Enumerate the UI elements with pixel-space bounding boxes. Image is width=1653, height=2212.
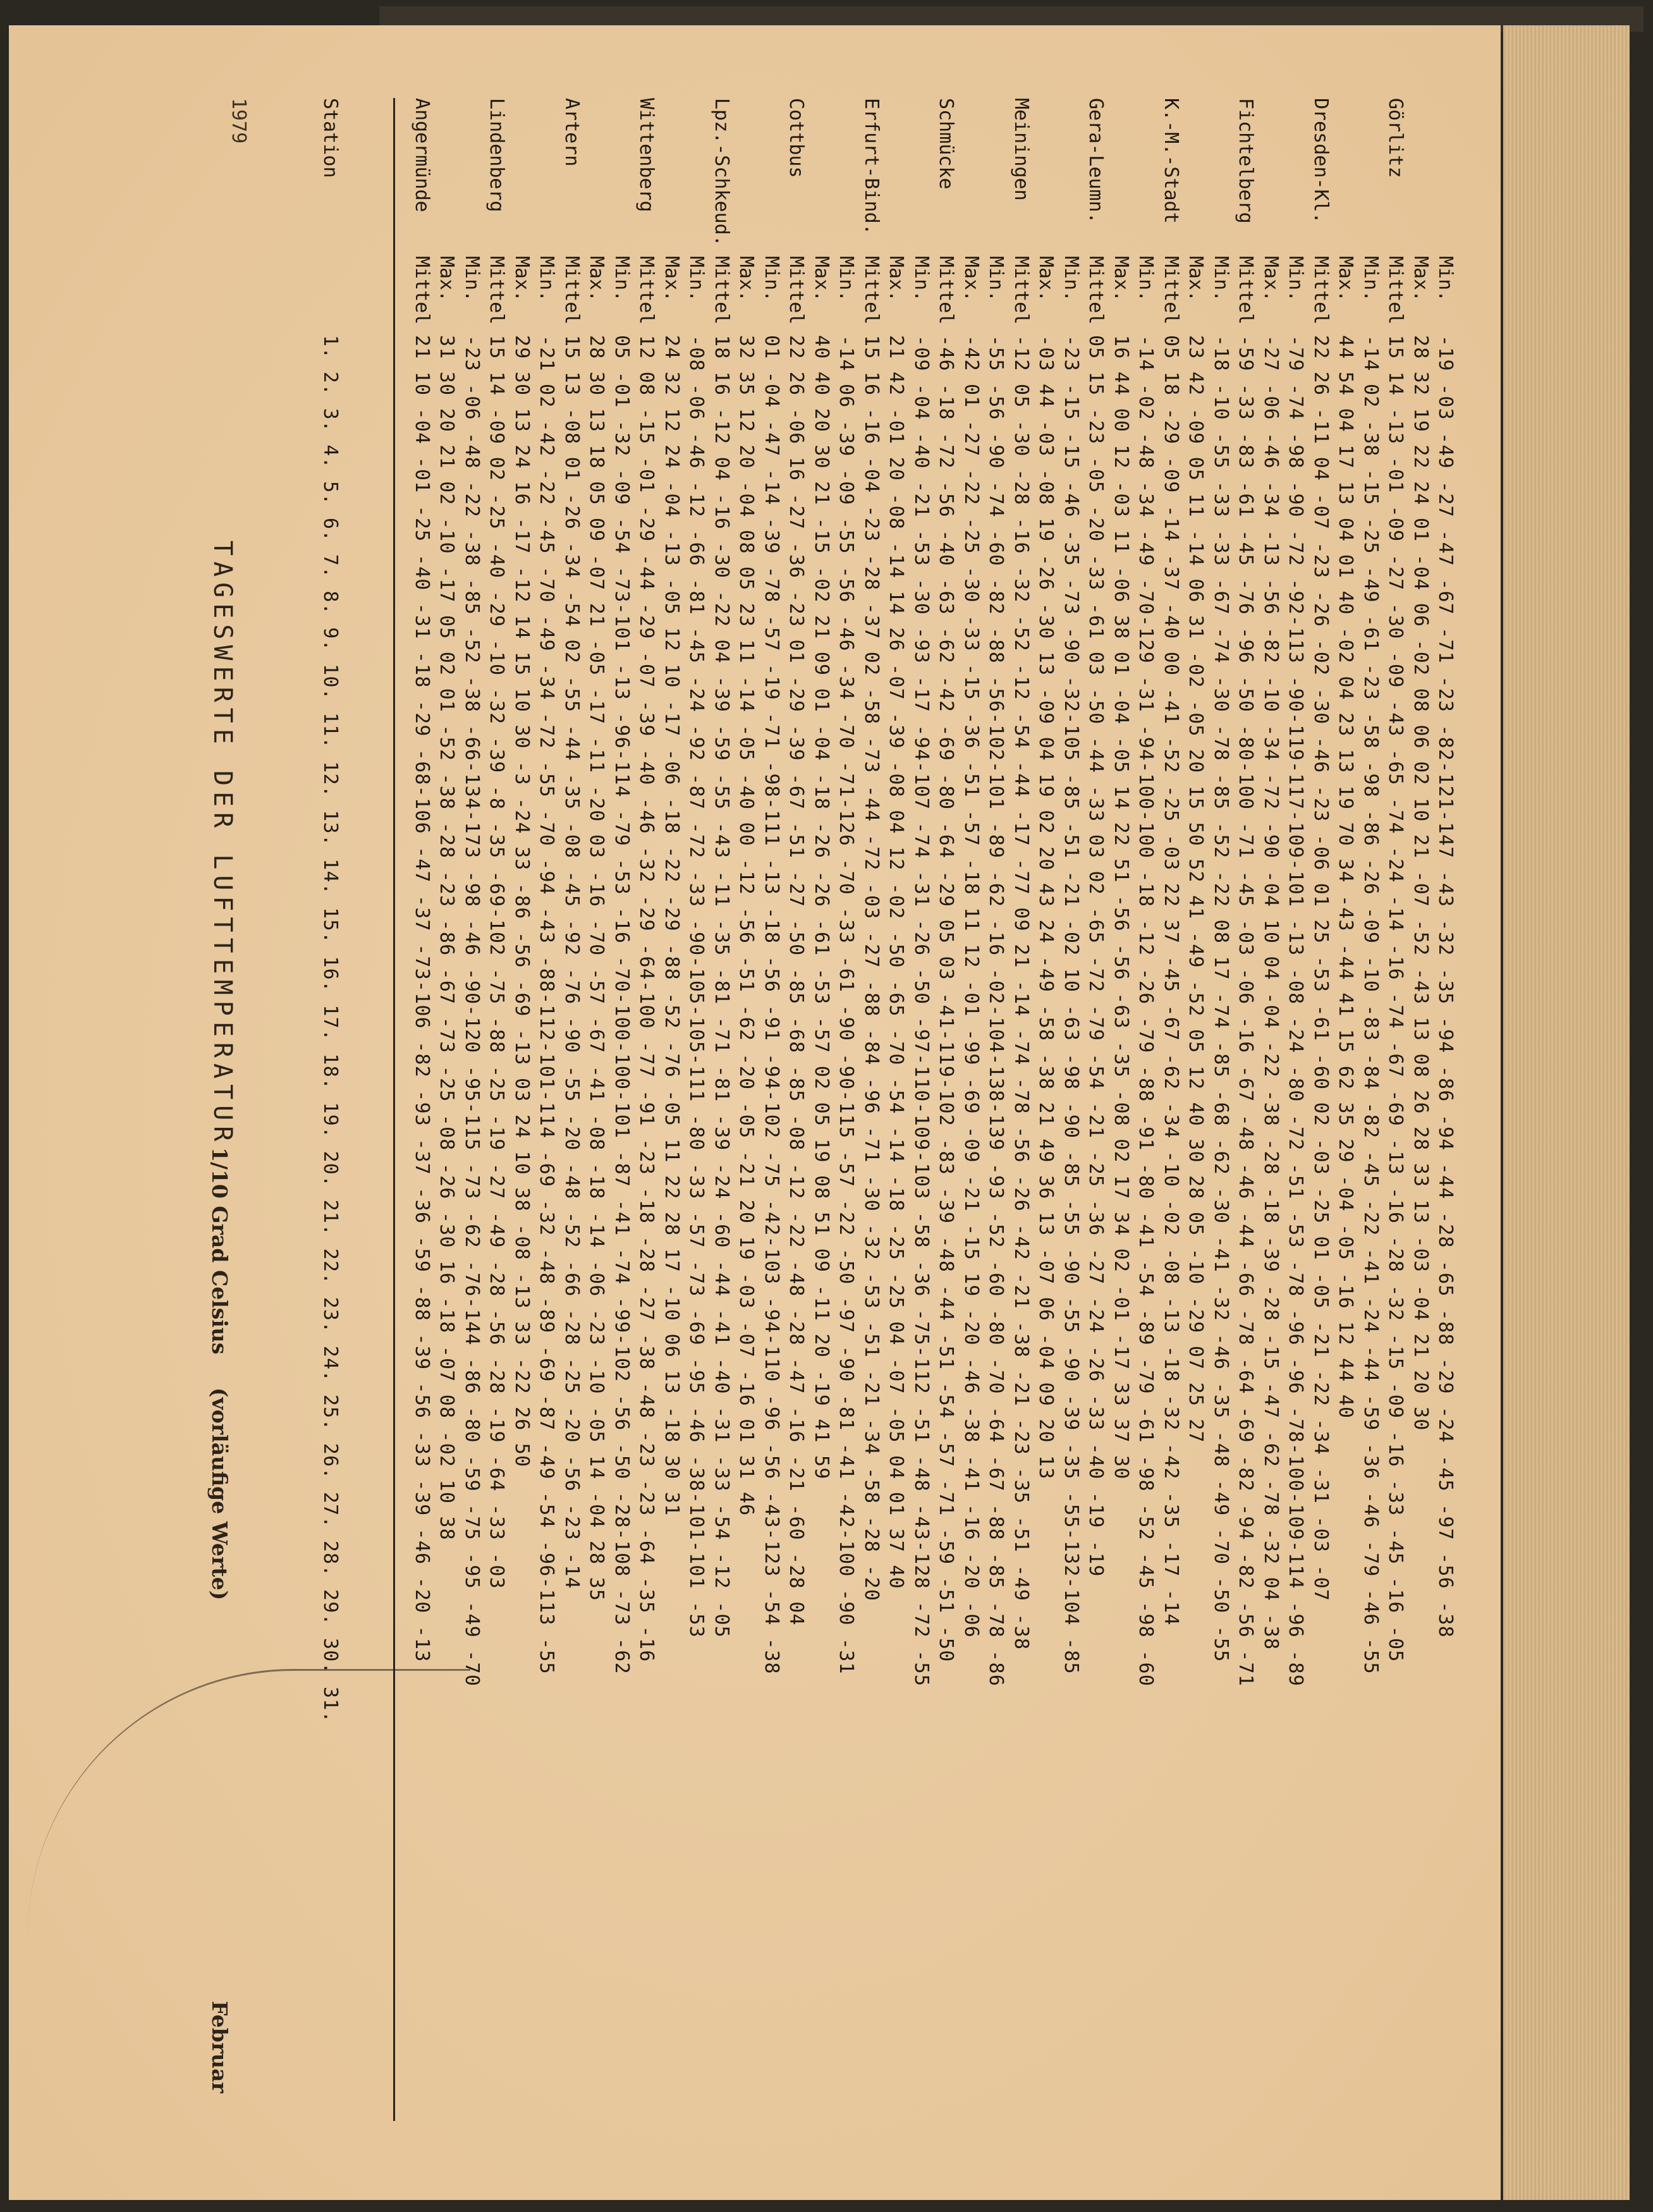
value-kind: Mittel	[635, 256, 658, 325]
table-row	[1110, 98, 1132, 1480]
daily-values: -08 -06 -46 -12 -66 -81 -45 -24 -92 -87 -72 -33 -90-105-105-111 -80 -33 -57 -73 -69 -95 -46 -38-101-101 -53	[685, 335, 708, 1638]
daily-values: -18 -10 -55 -33 -33 -67 -74 -30 -78 -85 -52 -22 08 17 -74 -85 -68 -62 -30 -41 -32 -46 -35 -48 -49 -70 -50 -55	[1210, 335, 1232, 1663]
daily-values: -12 05 -30 -28 -16 -32 -52 -12 -54 -44 -17 -77 09 21 -14 -74 -78 -56 -26 -42 -21 -38 -21 -23 -35 -51 -49 -38	[1010, 335, 1032, 1651]
daily-values: -03 44 -03 -08 19 -26 -30 13 -09 04 19 02 20 43 24 -49 -58 -38 21 49 36 13 -07 06 -04 09 20 13	[1035, 335, 1058, 1480]
value-kind: Mittel	[1160, 256, 1182, 325]
daily-values: -09 -04 -40 -21 -53 -30 -93 -17 -94-107 -74 -31 -26 -50 -97-110-109-103 -58 -36 -75-112 -51 -48 -43-128 -72 -55	[910, 335, 932, 1687]
table-row	[536, 98, 558, 1675]
value-kind: Max.	[585, 256, 608, 302]
daily-values: 15 16 -16 -04 -23 -28 -37 02 -58 -73 -44 -72 -03 -27 -88 -84 -96 -71 -30 -32 -53 -51 -21 -34 -58 -28 -20	[860, 335, 882, 1602]
daily-values: -23 -15 -15 -46 -35 -73 -90 -32-105 -85 -51 -21 -02 10 -63 -98 -90 -85 -55 -90 -55 -90 -39 -35 -55-132-104 -85	[1060, 335, 1082, 1675]
note-label: (vorläufige Werte)	[207, 1388, 232, 1601]
value-kind: Max.	[810, 256, 833, 302]
daily-values: 24 32 12 24 -04 -13 -05 12 10 -17 -06 -18 -22 -29 -88 -52 -76 -05 11 22 28 17 -10 06 13 -18 30 31	[661, 335, 683, 1517]
table-row	[561, 98, 583, 1589]
day-column-headers: 1. 2. 3. 4. 5. 6. 7. 8. 9. 10. 11. 12. 13. 14. 15. 16. 17. 18. 19. 20. 21. 22. 23. 24. 25. 26. 27. 28. 29. 30. 31.	[319, 335, 341, 1723]
daily-values: -14 02 -38 -15 -25 -49 -61 -23 -58 -98 -86 -26 -09 -10 -83 -84 -82 -45 -22 -41 -24 -44 -59 -36 -46 -79 -46 -55	[1360, 335, 1382, 1675]
daily-values: 18 16 -12 04 -16 -30 -22 04 -39 -59 -55 -43 -11 -35 -81 -71 -81 -39 -24 -60 -44 -41 -40 -31 -33 -54 -12 -05	[711, 335, 733, 1638]
table-row	[1235, 98, 1257, 1687]
table-row	[1210, 98, 1232, 1663]
table-row	[1385, 98, 1407, 1663]
table-row	[1335, 98, 1357, 1419]
year-label: 1979	[228, 98, 250, 144]
station-name	[1435, 98, 1457, 256]
daily-values: 22 26 -06 16 -27 -36 -23 01 -29 -39 -67 -51 -27 -50 -85 -68 -85 -08 -12 -22 -48 -28 -47 -16 -21 -60 -28 04	[785, 335, 808, 1626]
value-kind: Max.	[1334, 256, 1357, 302]
station-name	[586, 98, 608, 256]
page-title: TAGESWERTE DER LUFTTEMPERATUR	[208, 541, 237, 1147]
value-kind: Mittel	[935, 256, 958, 325]
value-kind: Mittel	[1384, 256, 1407, 325]
daily-values: 28 30 13 18 05 09 -07 21 -05 -17 -11 -20 03 -16 -70 -57 -67 -41 -08 -18 -14 -06 -23 -10 -05 14 -04 28 35	[585, 335, 608, 1602]
daily-values: 12 08 -15 -01 -29 -44 -29 -07 -39 -40 -46 -32 -29 -64-100 -77 -91 -23 -18 -28 -27 -38 -48 -23 -23 -64 -35 -16	[635, 335, 658, 1663]
station-name: Wittenberg	[635, 98, 658, 212]
daily-values: -19 -03 -49 -27 -47 -67 -71 -23 -82-121-147 -43 -32 -35 -94 -86 -94 -44 -28 -65 -88 -29 -24 -45 -97 -56 -38	[1434, 335, 1457, 1638]
station-name	[886, 98, 908, 256]
value-kind: Min.	[461, 256, 483, 302]
value-kind: Max.	[1410, 256, 1432, 302]
station-name	[1035, 98, 1058, 256]
value-kind: Max.	[1260, 256, 1282, 302]
station-name	[1285, 98, 1307, 256]
table-row	[1435, 98, 1457, 1638]
value-kind: Min.	[1284, 256, 1307, 302]
table-row	[936, 98, 958, 1663]
value-kind: Mittel	[1010, 256, 1032, 325]
station-name	[1260, 98, 1282, 256]
station-name	[1335, 98, 1357, 256]
value-kind: Mittel	[860, 256, 882, 325]
table-row	[611, 98, 633, 1675]
daily-values: -23 -06 -48 -22 -38 -85 -52 -38 -66-134-173 -98 -46 -90-120 -95-115 -73 -62 -76-144 -86 -80 -59 -75 -95 -49 -70	[461, 335, 483, 1687]
value-kind: Min.	[1135, 256, 1157, 302]
table-row	[985, 98, 1008, 1687]
station-name	[611, 98, 633, 256]
value-kind: Min.	[535, 256, 558, 302]
table-row	[1060, 98, 1082, 1675]
daily-values: 05 18 -29 -09 -14 -37 -40 00 -41 -52 -25 -03 22 37 -45 -67 -62 -34 -10 -02 -08 -13 -18 -32 -42 -35 -17 -14	[1160, 335, 1182, 1626]
table-row	[686, 98, 708, 1638]
station-name: Fichtelberg	[1235, 98, 1257, 224]
value-kind: Mittel	[1235, 256, 1257, 325]
daily-values: -46 -18 -72 -56 -40 -63 -62 -42 -69 -80 -64 -29 05 03 -41-119-102 -83 -39 -48 -44 -51 -54 -57 -71 -59 -51 -50	[935, 335, 958, 1663]
value-kind: Min.	[1434, 256, 1457, 302]
station-name	[461, 98, 483, 256]
table-row	[810, 98, 833, 1480]
station-name: Artern	[561, 98, 583, 167]
value-kind: Mittel	[1310, 256, 1332, 325]
station-name	[985, 98, 1008, 256]
daily-values: -79 -74 -98 -90 -72 -92-113 -90-119-117-109-101 -13 -08 -24 -80 -72 -51 -53 -78 -96 -96 -78-100-109-114 -96 -89	[1284, 335, 1307, 1687]
table-row	[711, 98, 733, 1638]
table-row	[836, 98, 858, 1675]
table-row	[661, 98, 683, 1516]
station-name	[960, 98, 982, 256]
value-kind: Max.	[1035, 256, 1058, 302]
station-name	[661, 98, 683, 256]
rotated-content	[207, 98, 1476, 2140]
value-kind: Max.	[1185, 256, 1207, 302]
daily-values: 44 54 04 17 13 04 01 40 -02 04 23 13 19 70 34 -43 -44 41 15 62 35 29 -04 -05 -16 12 44 40	[1334, 335, 1357, 1419]
daily-values: 21 10 -04 -01 -25 -40 -31 -18 -29 -68-106 -47 -37 -73-106 -82 -93 -37 -36 -59 -88 -39 -56 -33 -39 -46 -20 -13	[411, 335, 433, 1663]
table-row	[1360, 98, 1382, 1675]
station-name: Görlitz	[1384, 98, 1407, 178]
table-row	[411, 98, 433, 1663]
table-row	[511, 98, 533, 1467]
value-kind: Min.	[1210, 256, 1232, 302]
station-name: Gera-Leumn.	[1085, 98, 1107, 224]
table-row	[860, 98, 882, 1601]
table-row	[1135, 98, 1157, 1687]
table-row	[1310, 98, 1332, 1601]
month-label: Februar	[207, 2001, 232, 2093]
station-name	[1210, 98, 1232, 256]
value-kind: Mittel	[561, 256, 583, 325]
value-kind: Min.	[1360, 256, 1382, 302]
station-name	[536, 98, 558, 256]
daily-values: 23 42 -09 05 11 -14 06 31 -02 -05 20 15 50 52 41 -49 -52 05 12 40 30 28 05 -10 -29 07 25 27	[1185, 335, 1207, 1443]
daily-values: -14 06 -39 -09 -55 -56 -46 -34 -70 -71-126 -70 -33 -61 -90 -90-115 -57 -22 -50 -97 -90 -81 -41 -42-100 -90 -31	[835, 335, 858, 1675]
daily-values: 15 14 -13 -01 -09 -27 -30 -09 -43 -65 -74 -24 -14 -16 -74 -67 -69 -13 -16 -28 -32 -15 -09 -16 -33 -45 -16 -05	[1384, 335, 1407, 1663]
daily-values: 28 32 19 22 24 01 -04 06 -02 08 06 02 10 21 -07 -52 -43 13 08 26 28 33 13 -03 -04 21 20 30	[1410, 335, 1432, 1431]
table-row	[461, 98, 483, 1687]
value-kind: Min.	[685, 256, 708, 302]
station-name: K.-M.-Stadt	[1160, 98, 1182, 224]
daily-values: 29 30 13 24 16 -17 -12 14 15 10 30 -3 -24 33 -86 -56 -69 -13 03 24 10 38 -08 -13 33 -22 26 50	[511, 335, 533, 1468]
table-row	[436, 98, 458, 1541]
station-name	[836, 98, 858, 256]
temperature-table	[275, 98, 1476, 2140]
daily-values: -27 -06 -46 -34 -13 -56 -82 -10 -34 -72 -90 -04 10 04 -04 -22 -38 -28 -18 -39 -28 -15 -47 -62 -78 -32 04 -38	[1260, 335, 1282, 1651]
table-row	[1260, 98, 1282, 1650]
table-row	[1010, 98, 1032, 1650]
value-kind: Mittel	[485, 256, 508, 325]
table-row	[960, 98, 982, 1638]
value-kind: Max.	[511, 256, 533, 302]
value-kind: Max.	[885, 256, 908, 302]
station-name	[760, 98, 783, 256]
value-kind: Mittel	[711, 256, 733, 325]
station-name	[1110, 98, 1132, 256]
table-row	[760, 98, 783, 1675]
station-column-header: Station	[319, 98, 341, 178]
daily-values: 05 15 -23 -05 -20 -33 -61 03 -50 -44 -33 03 02 -65 -72 -79 -54 -21 -25 -36 -27 -24 -26 -33 -40 -19 -19	[1085, 335, 1107, 1577]
daily-values: 01 -04 -47 -14 -39 -78 -57 -19 -71 -98-111 -13 -18 -56 -91 -94-102 -75 -42-103 -94-110 -96 -56 -43-123 -54 -38	[760, 335, 783, 1675]
station-name	[736, 98, 758, 256]
daily-values: 32 35 12 20 -04 08 05 23 11 -14 -05 -40 00 -12 -56 -51 -62 -20 -05 -21 20 19 -03 -07 -16 01 31 46	[735, 335, 758, 1517]
table-row	[1185, 98, 1207, 1443]
daily-values: 15 14 -09 02 -25 -40 -29 -10 -32 -39 -8 -35 -69-102 -75 -88 -25 -19 -27 -49 -28 -56 -28 -19 -64 -33 -03	[485, 335, 508, 1589]
value-kind: Max.	[735, 256, 758, 302]
table-row	[1410, 98, 1432, 1431]
table-row	[736, 98, 758, 1516]
value-kind: Min.	[910, 256, 932, 302]
daily-values: -21 02 -42 -22 -45 -70 -49 -34 -72 -55 -70 -94 -43 -88-112-101-114 -69 -32 -48 -89 -69 -87 -49 -54 -96-113 -55	[535, 335, 558, 1675]
table-row	[886, 98, 908, 1589]
value-kind: Max.	[661, 256, 683, 302]
daily-values: -55 -56 -90 -74 -60 -82 -88 -56-102-101 -89 -62 -16 -02-104-138-139 -93 -52 -60 -80 -70 -64 -67 -88 -85 -78 -86	[985, 335, 1008, 1687]
value-kind: Max.	[436, 256, 458, 302]
table-row	[1285, 98, 1307, 1687]
table-row	[1085, 98, 1107, 1577]
station-name	[1360, 98, 1382, 256]
station-name	[511, 98, 533, 256]
table-row	[1160, 98, 1182, 1626]
daily-values: 40 40 20 30 21 -15 -02 21 09 01 -04 -18 -26 -26 -61 -53 -57 02 05 19 08 51 09 -11 20 -19 41 59	[810, 335, 833, 1480]
header-rule	[393, 98, 395, 2121]
daily-values: 16 44 00 12 -03 11 -06 38 01 -04 -05 14 22 51 -56 -56 -63 -35 -08 02 17 34 02 -01 -17 33 37 30	[1110, 335, 1132, 1480]
value-kind: Mittel	[1085, 256, 1107, 325]
station-name: Dresden-Kl.	[1310, 98, 1332, 224]
table-header	[319, 98, 341, 1723]
station-name: Schmücke	[935, 98, 958, 190]
value-kind: Mittel	[411, 256, 433, 325]
table-row	[636, 98, 658, 1663]
daily-values: 15 13 -08 01 -26 -34 -54 02 -55 -44 -35 -08 -45 -92 -76 -90 -55 -20 -48 -52 -66 -28 -25 -20 -56 -23 -14	[561, 335, 583, 1589]
table-row	[910, 98, 932, 1687]
value-kind: Mittel	[785, 256, 808, 325]
daily-values: 31 30 20 21 02 -10 -17 05 02 01 -52 -38 -28 -23 -86 -67 -73 -25 -08 -26 -30 16 -18 -07 08 -02 10 38	[436, 335, 458, 1541]
station-name: Erfurt-Bind.	[860, 98, 882, 235]
station-name: Meiningen	[1010, 98, 1032, 201]
table-row	[1035, 98, 1058, 1480]
value-kind: Max.	[960, 256, 982, 302]
station-name	[1410, 98, 1432, 256]
table-row	[786, 98, 808, 1626]
station-name	[1185, 98, 1207, 256]
station-name: Cottbus	[785, 98, 808, 178]
daily-values: -14 -02 -48 -34 -49 -70-129 -31 -94-100-100 -18 -12 -26 -79 -88 -91 -80 -41 -54 -89 -79 -61 -98 -52 -45 -98 -60	[1135, 335, 1157, 1687]
daily-values: 21 42 -01 20 -08 -14 14 26 -07 -39 -08 04 12 -02 -50 -65 -70 -54 -14 -18 -25 -25 04 -07 -05 04 01 37 40	[885, 335, 908, 1589]
value-kind: Min.	[835, 256, 858, 302]
daily-values: 05 -01 -32 -09 -54 -73-101 -13 -96-114 -79 -53 -16 -70-100-100-101 -87 -41 -74 -99-102 -56 -50 -28-108 -73 -62	[611, 335, 633, 1675]
unit-label: 1/10 Grad Celsius	[207, 1147, 232, 1355]
daily-values: -42 01 -27 -22 -25 -30 -33 -15 -36 -51 -57 -18 11 12 -01 -99 -69 -09 -21 -15 19 -20 -46 -38 -41 -16 -20 -06	[960, 335, 982, 1638]
station-name	[910, 98, 932, 256]
page-edges	[1503, 25, 1630, 2200]
daily-values: 22 26 -11 04 -07 -23 -26 -02 -30 -46 -23 -06 01 25 -53 -61 -60 02 -03 -25 01 -05 -21 -22 -34 -31 -03 -07	[1310, 335, 1332, 1602]
station-name: Lindenberg	[485, 98, 508, 212]
value-kind: Min.	[1060, 256, 1082, 302]
station-name	[686, 98, 708, 256]
value-kind: Min.	[611, 256, 633, 302]
station-name: Lpz.-Schkeud.	[711, 98, 733, 247]
table-row	[586, 98, 608, 1601]
value-kind: Max.	[1110, 256, 1132, 302]
daily-values: -59 -33 -83 -61 -45 -76 -96 -50 -80-100 -71 -45 -03 -06 -16 -67 -48 -46 -44 -66 -78 -64 -69 -82 -94 -82 -56 -71	[1235, 335, 1257, 1687]
table-row	[486, 98, 508, 1589]
station-name	[436, 98, 458, 256]
station-name	[1135, 98, 1157, 256]
station-name	[810, 98, 833, 256]
value-kind: Min.	[760, 256, 783, 302]
station-name	[1060, 98, 1082, 256]
station-name: Angermünde	[411, 98, 433, 212]
value-kind: Min.	[985, 256, 1008, 302]
